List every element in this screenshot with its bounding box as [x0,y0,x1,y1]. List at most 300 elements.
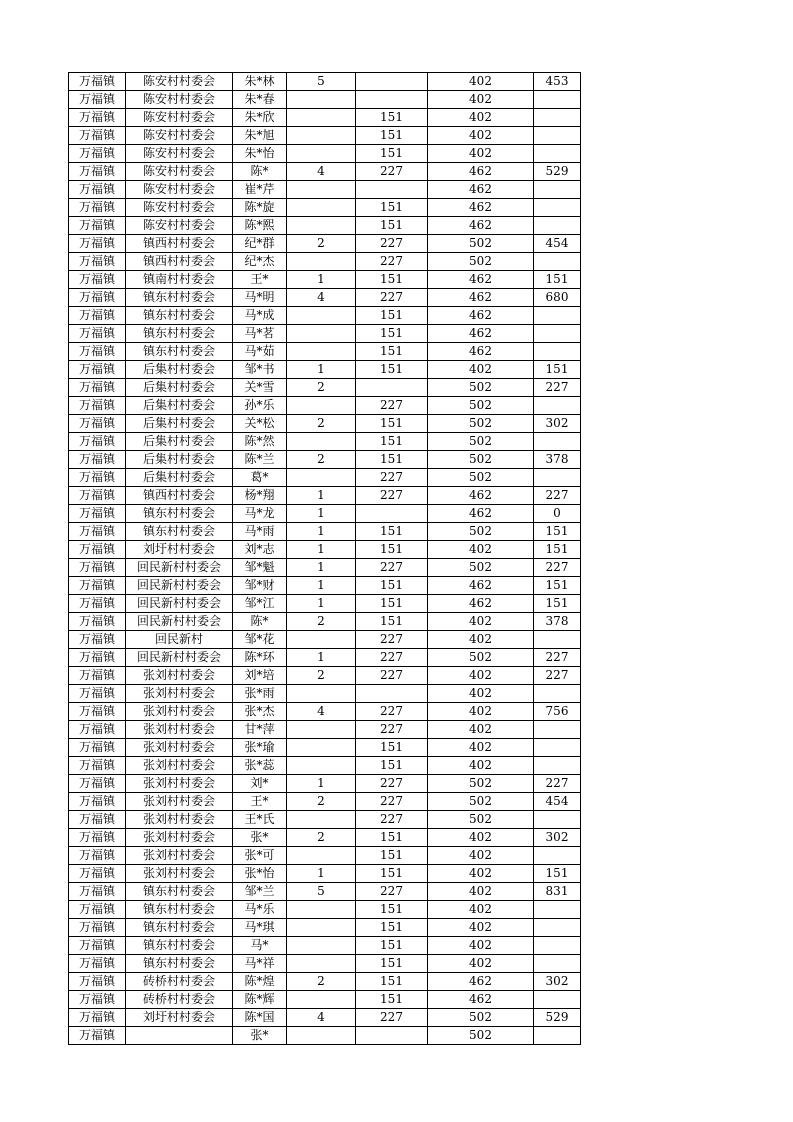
table-row [69,235,581,253]
total-cell: 302 [534,973,581,991]
committee-cell: 镇东村村委会 [126,307,233,325]
standard-cell: 402 [428,919,534,937]
count-cell: 1 [287,649,356,667]
table-row [69,361,581,379]
amount-cell: 227 [356,1009,428,1027]
standard-cell: 402 [428,613,534,631]
standard-cell: 502 [428,235,534,253]
total-cell [534,1027,581,1045]
total-cell [534,127,581,145]
table-row [69,397,581,415]
total-cell: 756 [534,703,581,721]
name-cell: 张*蕊 [233,757,287,775]
committee-cell: 张刘村村委会 [126,793,233,811]
count-cell: 5 [287,883,356,901]
name-cell: 马*乐 [233,901,287,919]
table-row [69,721,581,739]
committee-cell: 回民新村村委会 [126,613,233,631]
total-cell [534,91,581,109]
town-cell: 万福镇 [69,289,126,307]
committee-cell: 陈安村村委会 [126,217,233,235]
count-cell [287,199,356,217]
amount-cell: 151 [356,937,428,955]
standard-cell: 462 [428,325,534,343]
standard-cell: 502 [428,793,534,811]
count-cell: 1 [287,775,356,793]
table-row [69,145,581,163]
count-cell [287,937,356,955]
total-cell [534,217,581,235]
committee-cell: 回民新村村委会 [126,559,233,577]
total-cell [534,955,581,973]
committee-cell: 陈安村村委会 [126,91,233,109]
amount-cell: 151 [356,613,428,631]
count-cell: 1 [287,487,356,505]
standard-cell: 402 [428,631,534,649]
standard-cell: 402 [428,361,534,379]
total-cell: 302 [534,415,581,433]
amount-cell: 227 [356,253,428,271]
standard-cell: 462 [428,217,534,235]
standard-cell: 462 [428,595,534,613]
committee-cell: 张刘村村委会 [126,829,233,847]
town-cell: 万福镇 [69,163,126,181]
committee-cell: 镇东村村委会 [126,937,233,955]
table-row [69,559,581,577]
committee-cell: 镇东村村委会 [126,505,233,523]
amount-cell: 227 [356,487,428,505]
total-cell: 151 [534,865,581,883]
table-row [69,793,581,811]
count-cell: 4 [287,1009,356,1027]
count-cell [287,757,356,775]
town-cell: 万福镇 [69,181,126,199]
committee-cell: 镇西村村委会 [126,253,233,271]
name-cell: 葛* [233,469,287,487]
amount-cell: 151 [356,145,428,163]
count-cell: 1 [287,523,356,541]
name-cell: 陈*环 [233,649,287,667]
name-cell: 刘* [233,775,287,793]
table-row [69,1009,581,1027]
amount-cell: 151 [356,361,428,379]
count-cell: 2 [287,793,356,811]
committee-cell: 后集村村委会 [126,361,233,379]
town-cell: 万福镇 [69,739,126,757]
amount-cell: 227 [356,793,428,811]
count-cell [287,91,356,109]
amount-cell: 151 [356,595,428,613]
standard-cell: 402 [428,829,534,847]
count-cell: 1 [287,577,356,595]
total-cell [534,253,581,271]
town-cell: 万福镇 [69,361,126,379]
count-cell [287,469,356,487]
name-cell: 邹*兰 [233,883,287,901]
table-row [69,307,581,325]
count-cell [287,919,356,937]
town-cell: 万福镇 [69,1027,126,1045]
committee-cell: 刘圩村村委会 [126,541,233,559]
amount-cell: 151 [356,739,428,757]
name-cell: 邹*财 [233,577,287,595]
standard-cell: 462 [428,343,534,361]
total-cell: 151 [534,541,581,559]
amount-cell [356,379,428,397]
committee-cell: 镇东村村委会 [126,901,233,919]
amount-cell: 227 [356,235,428,253]
total-cell: 454 [534,235,581,253]
name-cell: 纪*群 [233,235,287,253]
total-cell: 529 [534,1009,581,1027]
table-row [69,847,581,865]
name-cell: 朱*欣 [233,109,287,127]
count-cell [287,1027,356,1045]
town-cell: 万福镇 [69,145,126,163]
standard-cell: 402 [428,757,534,775]
standard-cell: 462 [428,505,534,523]
amount-cell: 151 [356,973,428,991]
standard-cell: 462 [428,271,534,289]
total-cell: 378 [534,613,581,631]
table-row [69,127,581,145]
total-cell: 151 [534,577,581,595]
table-row [69,631,581,649]
count-cell [287,217,356,235]
town-cell: 万福镇 [69,307,126,325]
name-cell: 陈*然 [233,433,287,451]
name-cell: 王* [233,271,287,289]
committee-cell: 后集村村委会 [126,469,233,487]
amount-cell: 227 [356,883,428,901]
total-cell: 227 [534,379,581,397]
amount-cell: 227 [356,397,428,415]
name-cell: 邹*书 [233,361,287,379]
table-row [69,883,581,901]
total-cell [534,631,581,649]
committee-cell: 后集村村委会 [126,379,233,397]
name-cell: 马*雨 [233,523,287,541]
table-row [69,91,581,109]
name-cell: 朱*春 [233,91,287,109]
table-row [69,541,581,559]
committee-cell: 陈安村村委会 [126,109,233,127]
committee-cell: 回民新村村委会 [126,649,233,667]
town-cell: 万福镇 [69,883,126,901]
town-cell: 万福镇 [69,847,126,865]
committee-cell: 后集村村委会 [126,415,233,433]
committee-cell: 镇西村村委会 [126,487,233,505]
amount-cell [356,181,428,199]
amount-cell: 151 [356,865,428,883]
data-table [68,72,581,1045]
amount-cell: 151 [356,109,428,127]
standard-cell: 502 [428,649,534,667]
town-cell: 万福镇 [69,433,126,451]
town-cell: 万福镇 [69,703,126,721]
committee-cell [126,1027,233,1045]
count-cell: 1 [287,559,356,577]
table-row [69,253,581,271]
count-cell: 1 [287,271,356,289]
town-cell: 万福镇 [69,109,126,127]
committee-cell: 张刘村村委会 [126,847,233,865]
amount-cell: 151 [356,541,428,559]
table-row [69,451,581,469]
committee-cell: 张刘村村委会 [126,667,233,685]
count-cell: 2 [287,235,356,253]
table-body [69,73,581,1045]
name-cell: 关*松 [233,415,287,433]
total-cell: 151 [534,595,581,613]
total-cell [534,109,581,127]
town-cell: 万福镇 [69,415,126,433]
total-cell: 529 [534,163,581,181]
name-cell: 张*瑜 [233,739,287,757]
committee-cell: 陈安村村委会 [126,163,233,181]
total-cell [534,937,581,955]
total-cell: 151 [534,523,581,541]
town-cell: 万福镇 [69,991,126,1009]
committee-cell: 镇东村村委会 [126,325,233,343]
count-cell [287,109,356,127]
total-cell: 831 [534,883,581,901]
name-cell: 陈*旋 [233,199,287,217]
committee-cell: 后集村村委会 [126,433,233,451]
amount-cell [356,91,428,109]
total-cell: 227 [534,649,581,667]
standard-cell: 462 [428,199,534,217]
town-cell: 万福镇 [69,595,126,613]
total-cell [534,433,581,451]
count-cell: 1 [287,505,356,523]
count-cell: 1 [287,541,356,559]
committee-cell: 张刘村村委会 [126,721,233,739]
table-row [69,991,581,1009]
town-cell: 万福镇 [69,397,126,415]
committee-cell: 镇东村村委会 [126,289,233,307]
standard-cell: 402 [428,541,534,559]
name-cell: 马*琪 [233,919,287,937]
town-cell: 万福镇 [69,91,126,109]
total-cell [534,991,581,1009]
amount-cell: 151 [356,919,428,937]
count-cell: 4 [287,163,356,181]
name-cell: 马*龙 [233,505,287,523]
town-cell: 万福镇 [69,487,126,505]
count-cell: 4 [287,703,356,721]
total-cell [534,847,581,865]
standard-cell: 402 [428,145,534,163]
amount-cell: 227 [356,469,428,487]
amount-cell: 151 [356,343,428,361]
table-row [69,109,581,127]
committee-cell: 后集村村委会 [126,451,233,469]
amount-cell: 151 [356,127,428,145]
standard-cell: 402 [428,73,534,91]
total-cell [534,685,581,703]
amount-cell: 151 [356,847,428,865]
name-cell: 马*明 [233,289,287,307]
count-cell [287,145,356,163]
name-cell: 张* [233,829,287,847]
town-cell: 万福镇 [69,973,126,991]
total-cell: 227 [534,487,581,505]
table-row [69,181,581,199]
standard-cell: 502 [428,1009,534,1027]
table-row [69,379,581,397]
name-cell: 张*怡 [233,865,287,883]
amount-cell [356,73,428,91]
town-cell: 万福镇 [69,775,126,793]
committee-cell: 陈安村村委会 [126,145,233,163]
total-cell [534,181,581,199]
name-cell: 关*雪 [233,379,287,397]
committee-cell: 镇东村村委会 [126,955,233,973]
standard-cell: 502 [428,253,534,271]
total-cell [534,145,581,163]
table-row [69,937,581,955]
count-cell [287,847,356,865]
total-cell: 378 [534,451,581,469]
standard-cell: 402 [428,847,534,865]
standard-cell: 462 [428,991,534,1009]
count-cell: 2 [287,613,356,631]
amount-cell: 151 [356,271,428,289]
standard-cell: 462 [428,487,534,505]
total-cell [534,397,581,415]
table-row [69,739,581,757]
amount-cell [356,1027,428,1045]
table-row [69,649,581,667]
table-row [69,73,581,91]
amount-cell: 227 [356,721,428,739]
standard-cell: 462 [428,289,534,307]
name-cell: 刘*培 [233,667,287,685]
count-cell: 5 [287,73,356,91]
standard-cell: 502 [428,1027,534,1045]
name-cell: 张*杰 [233,703,287,721]
table-row [69,577,581,595]
total-cell: 227 [534,775,581,793]
name-cell: 陈*熙 [233,217,287,235]
standard-cell: 462 [428,307,534,325]
town-cell: 万福镇 [69,469,126,487]
name-cell: 陈*辉 [233,991,287,1009]
standard-cell: 462 [428,181,534,199]
table-row [69,775,581,793]
count-cell [287,181,356,199]
total-cell [534,901,581,919]
table-row [69,1027,581,1045]
standard-cell: 502 [428,559,534,577]
count-cell [287,325,356,343]
total-cell [534,739,581,757]
town-cell: 万福镇 [69,559,126,577]
amount-cell: 227 [356,163,428,181]
table-row [69,613,581,631]
standard-cell: 502 [428,433,534,451]
town-cell: 万福镇 [69,757,126,775]
name-cell: 马*祥 [233,955,287,973]
town-cell: 万福镇 [69,577,126,595]
town-cell: 万福镇 [69,937,126,955]
table-row [69,811,581,829]
total-cell [534,199,581,217]
committee-cell: 张刘村村委会 [126,811,233,829]
count-cell: 2 [287,829,356,847]
total-cell [534,919,581,937]
amount-cell: 227 [356,649,428,667]
town-cell: 万福镇 [69,1009,126,1027]
table-row [69,163,581,181]
total-cell: 680 [534,289,581,307]
town-cell: 万福镇 [69,199,126,217]
name-cell: 马*茗 [233,325,287,343]
town-cell: 万福镇 [69,901,126,919]
standard-cell: 502 [428,451,534,469]
town-cell: 万福镇 [69,505,126,523]
town-cell: 万福镇 [69,685,126,703]
total-cell: 302 [534,829,581,847]
town-cell: 万福镇 [69,613,126,631]
count-cell [287,685,356,703]
town-cell: 万福镇 [69,343,126,361]
name-cell: 王*氏 [233,811,287,829]
amount-cell: 227 [356,559,428,577]
table-row [69,685,581,703]
town-cell: 万福镇 [69,667,126,685]
committee-cell: 砖桥村村委会 [126,991,233,1009]
name-cell: 陈*兰 [233,451,287,469]
name-cell: 陈*煌 [233,973,287,991]
town-cell: 万福镇 [69,253,126,271]
committee-cell: 回民新村村委会 [126,577,233,595]
count-cell: 2 [287,379,356,397]
name-cell: 刘*志 [233,541,287,559]
amount-cell: 151 [356,415,428,433]
standard-cell: 502 [428,415,534,433]
committee-cell: 镇东村村委会 [126,919,233,937]
town-cell: 万福镇 [69,955,126,973]
town-cell: 万福镇 [69,379,126,397]
count-cell: 2 [287,415,356,433]
total-cell [534,343,581,361]
committee-cell: 张刘村村委会 [126,865,233,883]
committee-cell: 陈安村村委会 [126,127,233,145]
standard-cell: 402 [428,883,534,901]
amount-cell: 151 [356,307,428,325]
table-row [69,217,581,235]
amount-cell: 227 [356,289,428,307]
total-cell [534,307,581,325]
count-cell [287,397,356,415]
town-cell: 万福镇 [69,73,126,91]
town-cell: 万福镇 [69,541,126,559]
name-cell: 崔*芹 [233,181,287,199]
count-cell [287,739,356,757]
standard-cell: 502 [428,397,534,415]
town-cell: 万福镇 [69,235,126,253]
committee-cell: 张刘村村委会 [126,703,233,721]
committee-cell: 张刘村村委会 [126,757,233,775]
count-cell [287,307,356,325]
town-cell: 万福镇 [69,631,126,649]
committee-cell: 陈安村村委会 [126,73,233,91]
table-row [69,829,581,847]
amount-cell: 151 [356,199,428,217]
town-cell: 万福镇 [69,919,126,937]
